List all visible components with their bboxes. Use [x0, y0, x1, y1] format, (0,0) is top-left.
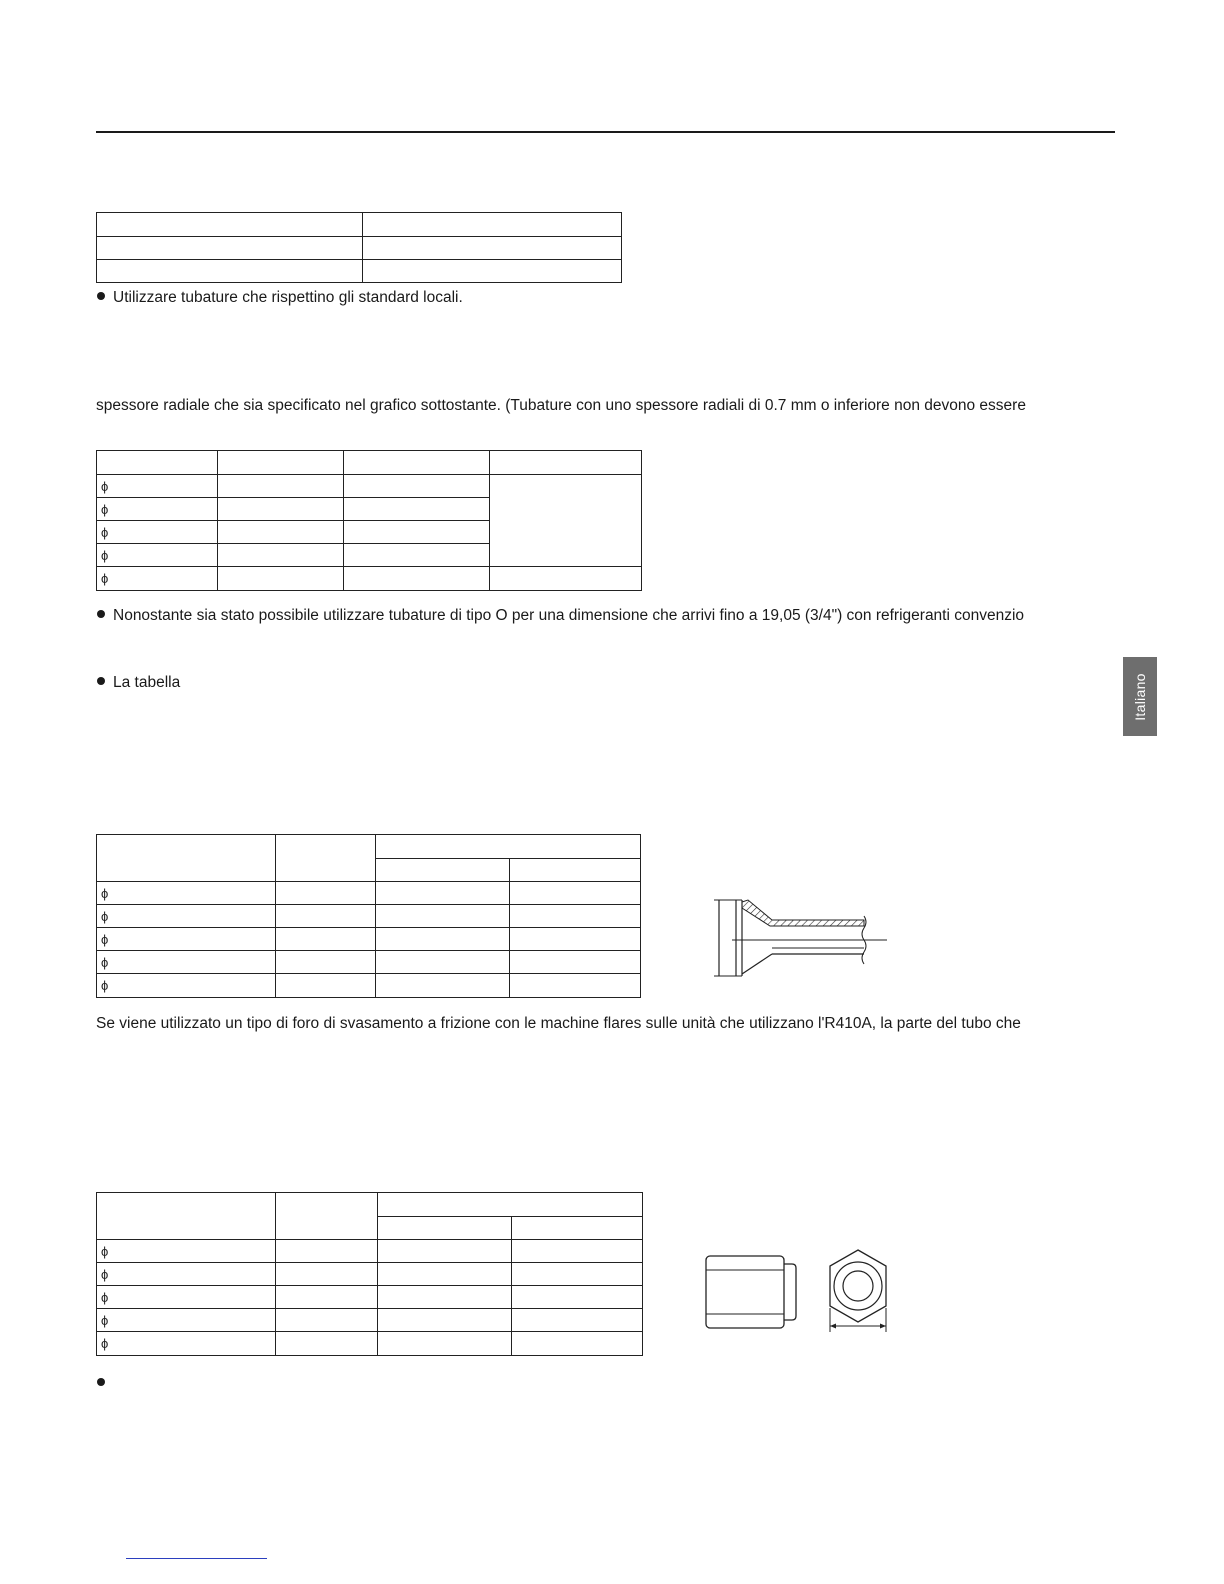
- bullet-item: [97, 674, 180, 692]
- table-cell: [376, 951, 510, 974]
- header-rule: [96, 131, 1115, 133]
- phi-symbol: ϕ: [101, 1266, 109, 1282]
- language-tab-label: Italiano: [1132, 672, 1149, 721]
- table-cell: [218, 567, 344, 591]
- table-header-cell: [97, 451, 218, 475]
- table-cell: [378, 1240, 512, 1263]
- table-cell: [276, 905, 376, 928]
- table-cell: [97, 882, 276, 905]
- table-cell: [276, 928, 376, 951]
- table-cell: [490, 567, 642, 591]
- phi-symbol: ϕ: [101, 954, 109, 970]
- table-header-cell: [97, 1193, 276, 1240]
- table-cell: [344, 544, 490, 567]
- phi-symbol: ϕ: [101, 885, 109, 901]
- table-cell: [276, 1309, 378, 1332]
- table-header-cell: [512, 1217, 643, 1240]
- table-cell: [97, 951, 276, 974]
- table-cell: [378, 1286, 512, 1309]
- table-cell: [218, 475, 344, 498]
- table-cell: [276, 1332, 378, 1356]
- table-cell: [97, 974, 276, 998]
- table-cell: [97, 237, 363, 260]
- bullet-text: Utilizzare tubature che rispettino gli standard locali.: [113, 289, 463, 306]
- table-cell: [512, 1263, 643, 1286]
- table-cell: [510, 974, 641, 998]
- table-header-cell: [376, 835, 641, 859]
- table-cell: [276, 974, 376, 998]
- table-header-cell: [276, 1193, 378, 1240]
- table-header-cell: [218, 451, 344, 475]
- table-cell: [512, 1286, 643, 1309]
- table-cell: [97, 260, 363, 283]
- phi-symbol: ϕ: [101, 1243, 109, 1259]
- table-cell: [97, 544, 218, 567]
- table-cell: [97, 1286, 276, 1309]
- table-cell: [512, 1309, 643, 1332]
- phi-symbol: ϕ: [101, 908, 109, 924]
- table-cell: [376, 974, 510, 998]
- table-cell: [363, 237, 622, 260]
- table-cell: [97, 928, 276, 951]
- phi-symbol: ϕ: [101, 524, 109, 540]
- table-cell: [376, 882, 510, 905]
- table-cell: [363, 213, 622, 237]
- bullet-dot: [97, 292, 105, 300]
- table-cell: [344, 498, 490, 521]
- bullet-text: La tabella: [113, 674, 181, 691]
- table-cell: [97, 905, 276, 928]
- footer-link-underline: [126, 1558, 267, 1559]
- flare-pipe-diagram: [712, 888, 892, 980]
- table-cell: [97, 213, 363, 237]
- phi-symbol: ϕ: [101, 1312, 109, 1328]
- table-cell: [363, 260, 622, 283]
- table-cell: [97, 1240, 276, 1263]
- table-header-cell: [510, 859, 641, 882]
- table-cell: [276, 1286, 378, 1309]
- bullet-item: [97, 607, 1024, 625]
- table-cell: [510, 928, 641, 951]
- bullet-dot: [97, 677, 105, 685]
- table-cell: [376, 928, 510, 951]
- table-cell: [378, 1263, 512, 1286]
- table-header-cell: [490, 451, 642, 475]
- table-cell: [97, 498, 218, 521]
- phi-symbol: ϕ: [101, 931, 109, 947]
- table-pipe-thickness: [96, 450, 642, 591]
- phi-symbol: ϕ: [101, 1289, 109, 1305]
- table-cell: [512, 1332, 643, 1356]
- table-cell: [512, 1240, 643, 1263]
- table-pipe-standard: [96, 212, 622, 283]
- table-header-cell: [344, 451, 490, 475]
- bullet-dot: [97, 610, 105, 618]
- table-cell: [510, 905, 641, 928]
- phi-symbol: ϕ: [101, 547, 109, 563]
- table-header-cell: [276, 835, 376, 882]
- phi-symbol: ϕ: [101, 501, 109, 517]
- table-cell: [344, 475, 490, 498]
- table-header-cell: [376, 859, 510, 882]
- table-cell: [276, 882, 376, 905]
- table-cell: [97, 567, 218, 591]
- table-cell: [510, 882, 641, 905]
- table-cell: [376, 905, 510, 928]
- table-cell: [276, 1240, 378, 1263]
- table-cell: [97, 1263, 276, 1286]
- table-header-cell: [378, 1193, 643, 1217]
- table-cell: [218, 498, 344, 521]
- table-cell: [344, 521, 490, 544]
- table-cell: [97, 475, 218, 498]
- phi-symbol: ϕ: [101, 571, 109, 586]
- flare-nut-diagram: [700, 1244, 895, 1336]
- bullet-dot: [97, 1378, 105, 1386]
- bullet-text: Nonostante sia stato possibile utilizzare tubature di tipo O per una dimensione che arrivi fino a 19,05 (3/4") con refrigeranti convenzio: [113, 607, 1025, 624]
- table-header-cell: [97, 835, 276, 882]
- table-cell: [218, 544, 344, 567]
- table-cell: [378, 1332, 512, 1356]
- paragraph-flare: Se viene utilizzato un tipo di foro di svasamento a frizione con le machine flares sulle unità che utilizzano l'R410A, la parte del tubo che: [96, 1015, 1021, 1032]
- table-cell: [276, 951, 376, 974]
- bullet-item-empty: [97, 1375, 113, 1393]
- table-merged-cell: [490, 475, 642, 567]
- phi-symbol: ϕ: [101, 978, 109, 993]
- table-flare-dimensions: [96, 834, 641, 998]
- table-cell: [97, 521, 218, 544]
- table-cell: [344, 567, 490, 591]
- bullet-item: [97, 289, 463, 307]
- table-cell: [218, 521, 344, 544]
- table-cell: [510, 951, 641, 974]
- table-header-cell: [378, 1217, 512, 1240]
- table-cell: [97, 1309, 276, 1332]
- paragraph-thickness: spessore radiale che sia specificato nel grafico sottostante. (Tubature con uno spessore radiali di 0.7 mm o inferiore non devono essere: [96, 397, 1026, 414]
- phi-symbol: ϕ: [101, 1336, 109, 1351]
- table-flare-nut: [96, 1192, 643, 1356]
- language-tab: [1123, 657, 1157, 736]
- table-cell: [276, 1263, 378, 1286]
- phi-symbol: ϕ: [101, 478, 109, 494]
- table-cell: [97, 1332, 276, 1356]
- table-cell: [378, 1309, 512, 1332]
